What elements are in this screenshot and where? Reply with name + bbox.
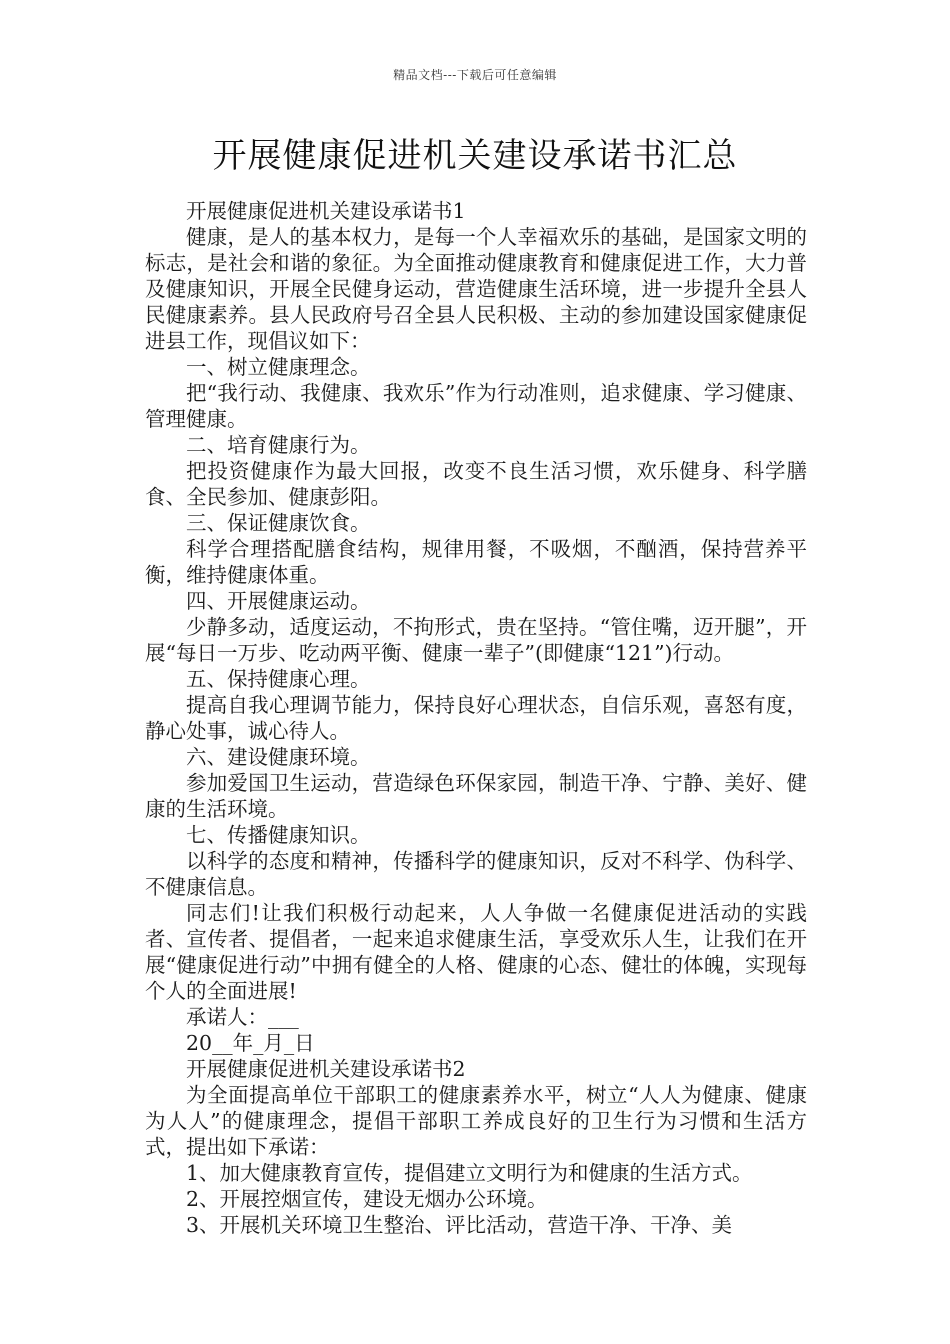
paragraph: 科学合理搭配膳食结构，规律用餐，不吸烟，不酗酒，保持营养平衡，维持健康体重。 bbox=[145, 537, 807, 587]
paragraph: 以科学的态度和精神，传播科学的健康知识，反对不科学、伪科学、不健康信息。 bbox=[145, 849, 807, 899]
document-title: 开展健康促进机关建设承诺书汇总 bbox=[212, 136, 738, 176]
paragraph: 把投资健康作为最大回报，改变不良生活习惯，欢乐健身、科学膳食、全民参加、健康彭阳。 bbox=[145, 459, 807, 509]
item-heading: 一、树立健康理念。 bbox=[186, 355, 371, 379]
paragraph: 为全面提高单位干部职工的健康素养水平，树立“人人为健康、健康为人人”的健康理念，提倡干部职工养成良好的卫生行为习惯和生活方式，提出如下承诺： bbox=[145, 1083, 807, 1159]
header-note: 精品文档---下载后可任意编辑 bbox=[393, 68, 557, 82]
list-item: 3、开展机关环境卫生整治、评比活动，营造干净、干净、美 bbox=[186, 1213, 733, 1237]
item-heading: 二、培育健康行为。 bbox=[186, 433, 371, 457]
list-item: 1、加大健康教育宣传，提倡建立文明行为和健康的生活方式。 bbox=[186, 1161, 753, 1185]
list-item: 2、开展控烟宣传，建设无烟办公环境。 bbox=[186, 1187, 548, 1211]
document-body bbox=[145, 198, 807, 1238]
paragraph-closing: 同志们!让我们积极行动起来，人人争做一名健康促进活动的实践者、宣传者、提倡者，一起来追求健康生活，享受欢乐人生，让我们在开展“健康促进行动”中拥有健全的人格、健康的心态、健壮的体魄，实现每个人的全面进展! bbox=[145, 901, 807, 1003]
item-heading: 四、开展健康运动。 bbox=[186, 589, 371, 613]
paragraph: 把“我行动、我健康、我欢乐”作为行动准则，追求健康、学习健康、管理健康。 bbox=[145, 381, 807, 431]
signature-line: 承诺人：___ bbox=[186, 1005, 299, 1029]
paragraph: 少静多动，适度运动，不拘形式，贵在坚持。“管住嘴，迈开腿”，开展“每日一万步、吃动两平衡、健康一辈子”(即健康“121”)行动。 bbox=[145, 615, 807, 665]
section-heading-2: 开展健康促进机关建设承诺书2 bbox=[186, 1057, 466, 1081]
section-heading-1: 开展健康促进机关建设承诺书1 bbox=[186, 199, 466, 223]
date-line: 20__年_月_日 bbox=[186, 1031, 315, 1055]
item-heading: 六、建设健康环境。 bbox=[186, 745, 371, 769]
item-heading: 七、传播健康知识。 bbox=[186, 823, 371, 847]
paragraph-intro: 健康，是人的基本权力，是每一个人幸福欢乐的基础，是国家文明的标志，是社会和谐的象征。为全面推动健康教育和健康促进工作，大力普及健康知识，开展全民健身运动，营造健康生活环境，进一步提升全县人民健康素养。县人民政府号召全县人民积极、主动的参加建设国家健康促进县工作，现倡议如下： bbox=[145, 225, 807, 353]
paragraph: 参加爱国卫生运动，营造绿色环保家园，制造干净、宁静、美好、健康的生活环境。 bbox=[145, 771, 807, 821]
item-heading: 三、保证健康饮食。 bbox=[186, 511, 371, 535]
item-heading: 五、保持健康心理。 bbox=[186, 667, 371, 691]
paragraph: 提高自我心理调节能力，保持良好心理状态，自信乐观，喜怒有度，静心处事，诚心待人。 bbox=[145, 693, 807, 743]
